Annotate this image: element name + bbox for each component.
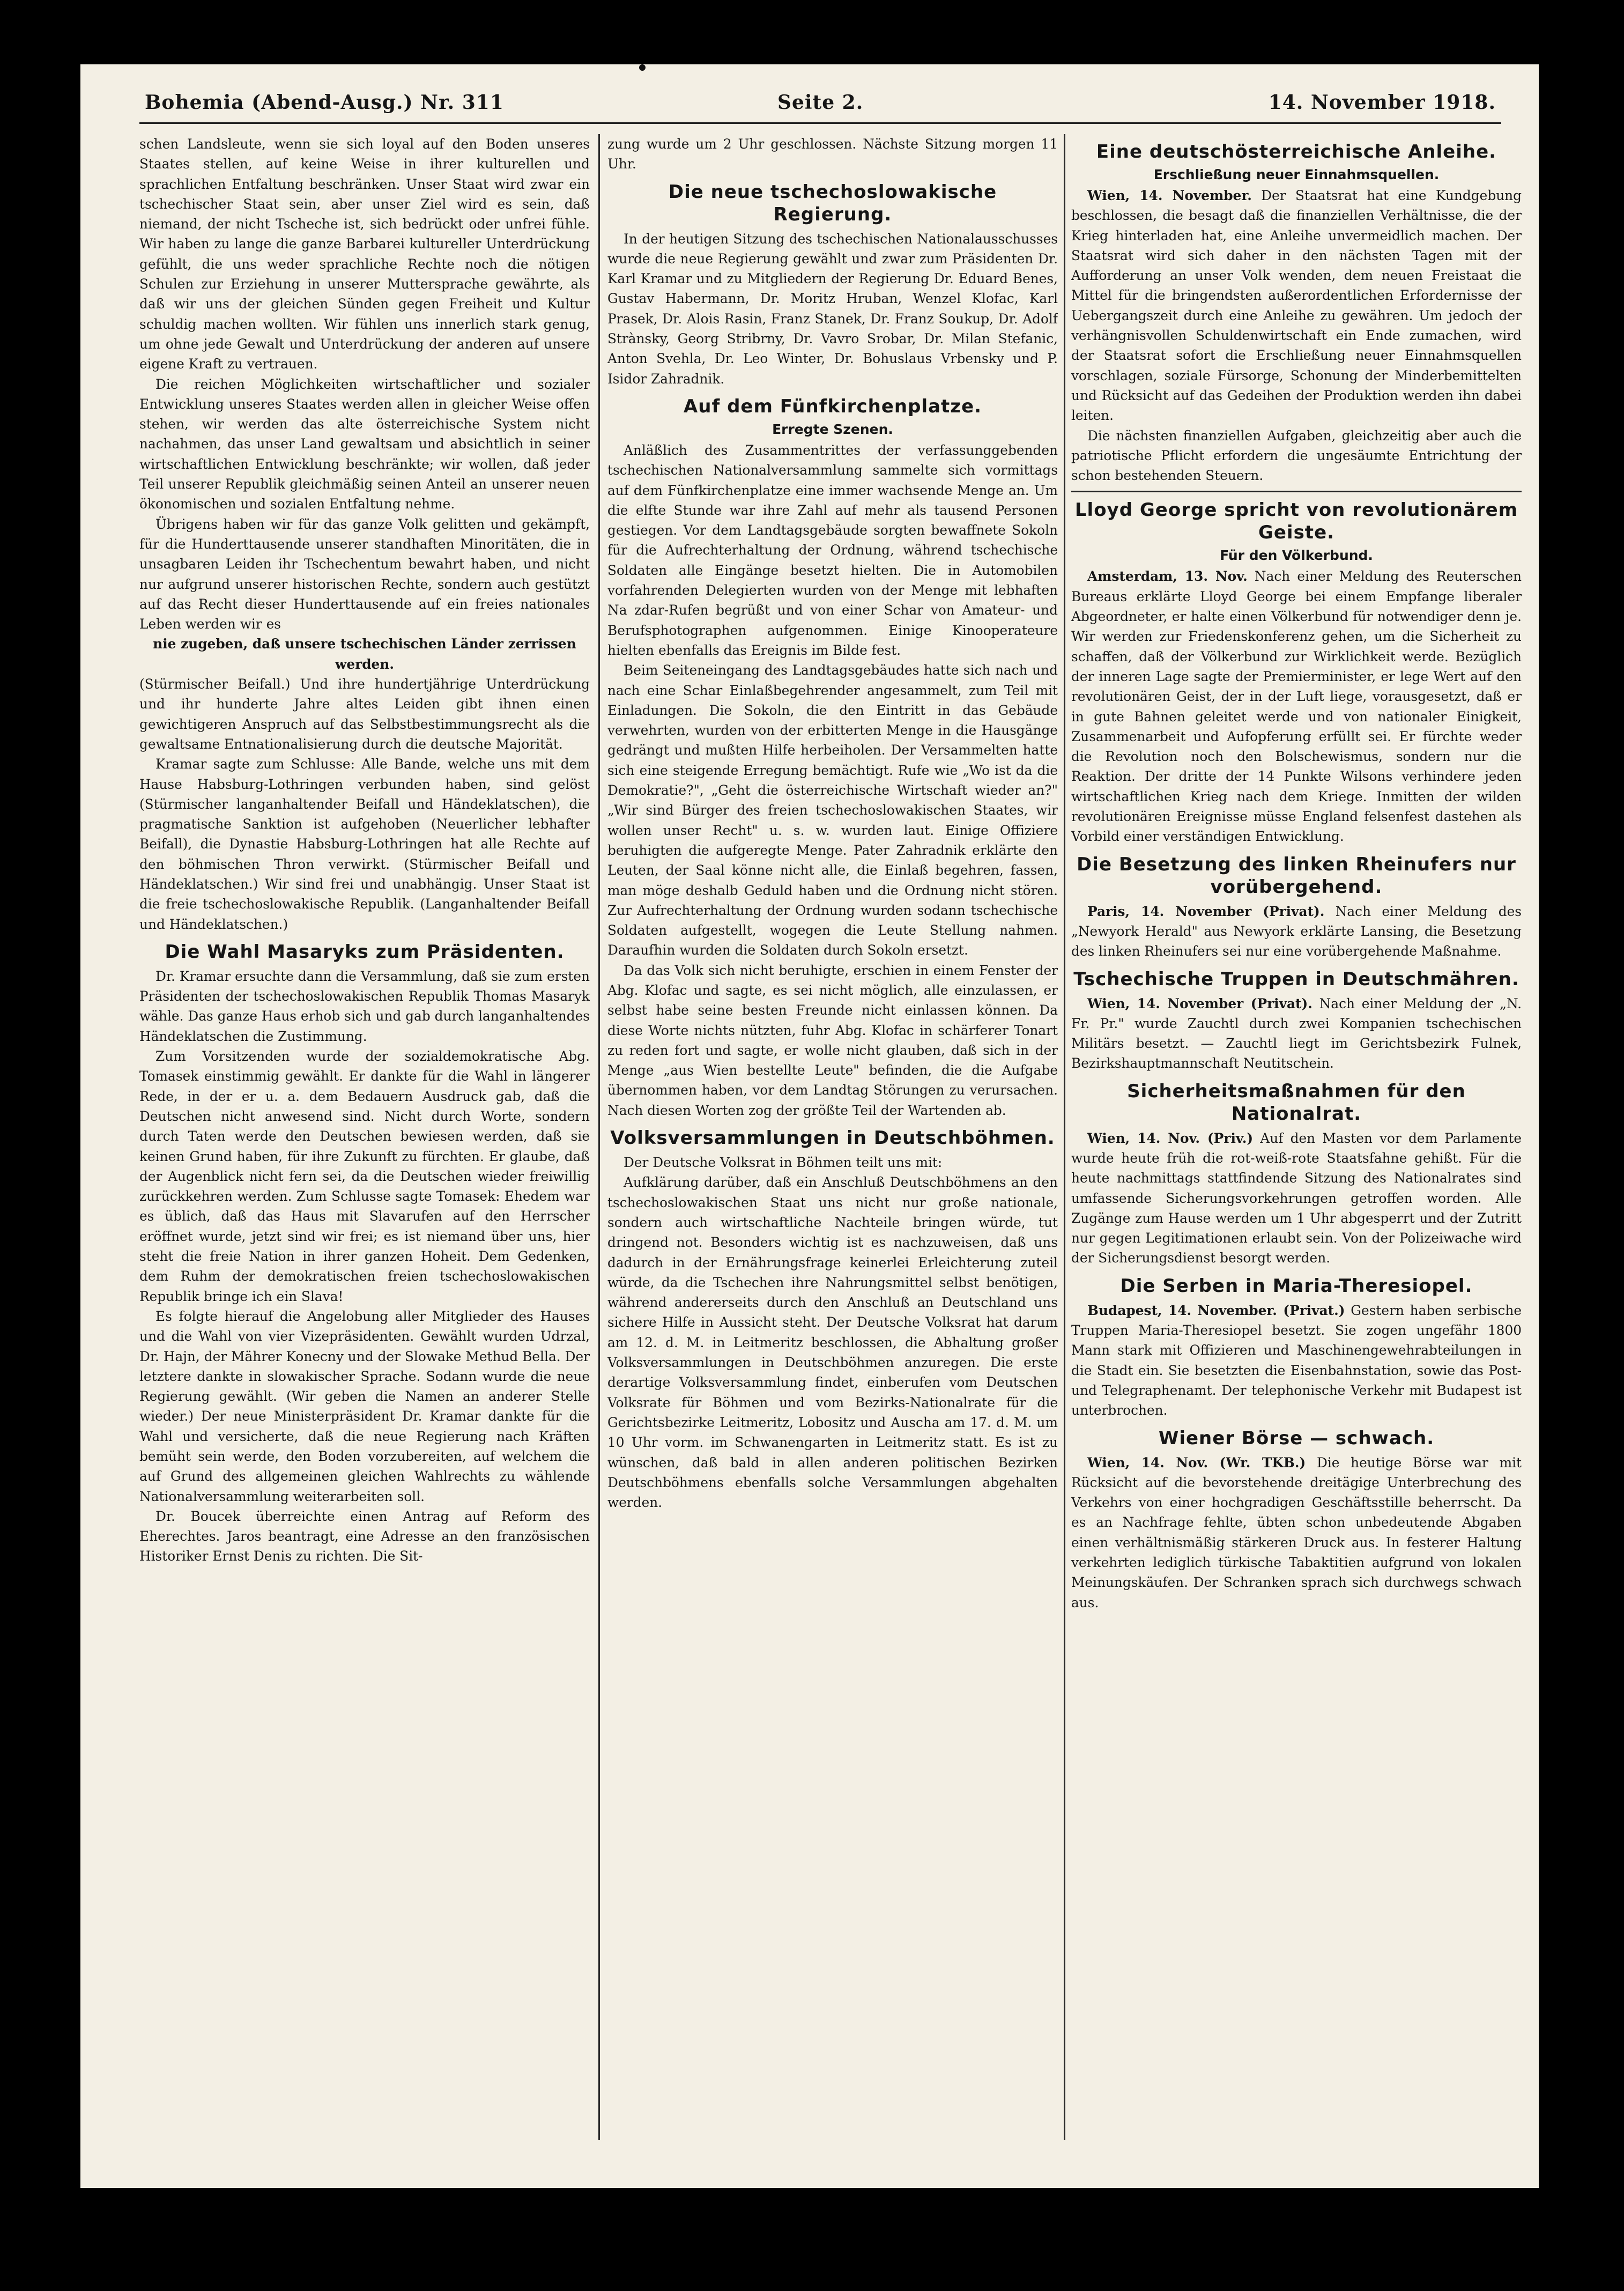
dateline: Wien, 14. November (Privat). bbox=[1087, 995, 1312, 1011]
article-subheadline: Für den Völkerbund. bbox=[1220, 548, 1373, 564]
article-headline: Wiener Börse — schwach. bbox=[1158, 1427, 1435, 1449]
dateline: Paris, 14. November (Privat). bbox=[1087, 903, 1325, 919]
paragraph: Dr. Boucek überreichte einen Antrag auf Reform des Eherechtes. Jaros beantragt, eine Adresse an den französischen Historiker Ernst Denis zu richten. Die Sit- bbox=[139, 1508, 590, 1564]
paragraph bbox=[1071, 566, 1522, 846]
article-headline: Die neue tschechoslowakische Regierung. bbox=[668, 181, 997, 225]
header-rule bbox=[139, 122, 1501, 124]
paragraph: Übrigens haben wir für das ganze Volk gelitten und gekämpft, für die Hunderttausende unserer standhaften Minoritäten, die in unsagbaren Leiden ihr Tschechentum bewahrt haben, und nicht nur aufgrund unserer historischen Rechte, sondern auch gestützt auf das Recht dieser Hunderttausende auf ein freies nationales Leben werden wir es bbox=[139, 516, 590, 632]
dateline: Wien, 14. Nov. (Priv.) bbox=[1087, 1130, 1254, 1146]
article-headline: Die Besetzung des linken Rheinufers nur vorübergehend. bbox=[1077, 853, 1516, 898]
paragraph: Da das Volk sich nicht beruhigte, erschien in einem Fenster der Abg. Klofac und sagte, es sei nicht möglich, alle einzulassen, er selbst habe seine besten Freunde nicht einlassen können. Da diese Worte nichts nützten, fuhr Abg. Klofac in schärferer Tonart zu reden fort und sagte, er wolle nicht glauben, daß sich in der Menge „aus Wien bestellte Leute" befinden, die die Aufgabe übernommen haben, vor dem Landtag Störungen zu verursachen. Nach diesen Worten zog der größte Teil der Wartenden ab. bbox=[607, 962, 1058, 1118]
paragraph-text: Nach einer Meldung des Reuterschen Bureaus erklärte Lloyd George bei einem Empfange liberaler Abgeordneter, er halte einen Völkerbund für notwendiger denn je. Wir werden zur Friedenskonferenz gehen, um die Sicherheit zu schaffen, daß der Völkerbund zur Wirklichkeit werde. Bezüglich der inneren Lage sagte der Premierminister, er lege Wert auf den revolutionären Geist, der in der Luft liege, vorausgesetzt, daß er in gute Bahnen geleitet werde und von nationaler Einigkeit, Zusammenarbeit und Aufopferung erfüllt sei. Er fürchte weder die Revolution noch den Bolschewismus, sondern nur die Reaktion. Der dritte der 14 Punkte Wilsons verhindere jeden wirtschaftlichen Krieg nach dem Kriege. Inmitten der wilden revolutionären Ereignisse müsse England felsenfest dastehen als Vorbild einer verständigen Entwicklung. bbox=[1071, 568, 1522, 845]
dateline: Amsterdam, 13. Nov. bbox=[1087, 568, 1248, 585]
article-headline: Tschechische Truppen in Deutschmähren. bbox=[1073, 968, 1519, 990]
emphasis-line: nie zugeben, daß unsere tschechischen Länder zerrissen werden. bbox=[153, 636, 576, 672]
paragraph bbox=[1071, 901, 1522, 962]
column-2 bbox=[607, 134, 1058, 2156]
paragraph: schen Landsleute, wenn sie sich loyal auf den Boden unseres Staates stellen, auf keine Weise in ihrer kulturellen und sprachlichen Entfaltung beschränken. Unser Staat wird zwar ein tschechischer Staat sein, aber unser Ziel wird es sein, daß niemand, der nicht Tscheche ist, sich bedrückt oder unfrei fühle. Wir haben zu lange die ganze Barbarei kultureller Unterdrückung gefühlt, die uns weder sprachliche Rechte noch die nötigen Schulen zur Erziehung in unserer Muttersprache gewährte, als daß wir uns der gleichen Sünden gegen Freiheit und Kultur schuldig machen wollten. Wir fühlen uns innerlich stark genug, um ohne jede Gewalt und Unterdrückung der anderen auf unsere eigene Kraft zu vertrauen. bbox=[139, 136, 590, 372]
paragraph-text: Nach einer Meldung der „N. Fr. Pr." wurde Zauchtl durch zwei Kompanien tschechischen Militärs besetzt. — Zauchtl liegt im Gerichtsbezirk Fulnek, Bezirkshauptmannschaft Neutitschein. bbox=[1071, 995, 1522, 1071]
paragraph: Aufklärung darüber, daß ein Anschluß Deutschböhmens an den tschechoslowakischen Staat uns nicht nur große nationale, sondern auch wirtschaftliche Nachteile bringen würde, tut dringend not. Besonders wichtig ist es nachzuweisen, daß uns dadurch in der Ernährungsfrage keinerlei Erleichterung zuteil würde, da die Tschechen ihre Nahrungsmittel selbst benötigen, während andererseits durch den Anschluß an Deutschland uns sichere Hilfe in Aussicht steht. Der Deutsche Volksrat hat darum am 12. d. M. in Leitmeritz beschlossen, die Abhaltung großer Volksversammlungen in Deutschböhmen anzuregen. Die erste derartige Volksversammlung findet, einberufen vom Deutschen Volksrate für Böhmen und vom Bezirks-Nationalrate für die Gerichtsbezirke Leitmeritz, Lobositz und Auscha am 17. d. M. um 10 Uhr vorm. im Schwanengarten in Leitmeritz statt. Es ist zu wünschen, daß bald in allen anderen politischen Bezirken Deutschböhmens ebenfalls solche Versammlungen abgehalten werden. bbox=[607, 1174, 1058, 1511]
dateline: Wien, 14. November. bbox=[1087, 188, 1252, 203]
section-rule bbox=[1071, 491, 1522, 492]
paragraph: Beim Seiteneingang des Landtagsgebäudes hatte sich nach und nach eine Schar Einlaßbegehrender angesammelt, zum Teil mit Einladungen. Die Sokoln, die den Eintritt in das Gebäude verwehrten, wurden von der erbitterten Menge in die Hausgänge gedrängt und mußten Hilfe herbeiholen. Der Versammelten hatte sich eine steigende Erregung bemächtigt. Rufe wie „Wo ist da die Demokratie?", „Geht die österreichische Wirtschaft wieder an?" „Wir sind Bürger des freien tschechoslowakischen Staates, wir wollen unser Recht" u. s. w. wurden laut. Einige Offiziere beruhigten die aufgeregte Menge. Pater Zahradnik erklärte den Leuten, der Saal könne nicht alle, die Einlaß begehren, fassen, man möge deshalb Geduld haben und die Ordnung nicht stören. Zur Aufrechterhaltung der Ordnung wurden sodann tschechische Soldaten aufgestellt, wogegen die Leute Stellung nahmen. Daraufhin wurden die Soldaten durch Sokoln ersetzt. bbox=[607, 662, 1058, 958]
paragraph: Es folgte hierauf die Angelobung aller Mitglieder des Hauses und die Wahl von vier Vizepräsidenten. Gewählt wurden Udrzal, Dr. Hajn, der Mährer Konecny und der Slowake Methud Bella. Der letztere dankte in slowakischer Sprache. Sodann wurde die neue Regierung gewählt. (Wir geben die Namen an anderer Stelle wieder.) Der neue Ministerpräsident Dr. Kramar dankte für die Wahl und versicherte, daß die neue Regierung nach Kräften bemüht sein werde, den Boden vorzubereiten, auf welchem die auf Grund des allgemeinen gleichen Wahlrechts zu wählende Nationalversammlung weiterarbeiten soll. bbox=[139, 1308, 590, 1504]
paragraph bbox=[1071, 1128, 1522, 1268]
masthead-issue: Bohemia (Abend-Ausg.) Nr. 311 bbox=[145, 91, 504, 114]
column-divider-1 bbox=[598, 134, 600, 2140]
article-headline: Die Serben in Maria-Theresiopel. bbox=[1120, 1275, 1473, 1297]
page-number: Seite 2. bbox=[777, 91, 864, 114]
dateline: Wien, 14. Nov. (Wr. TKB.) bbox=[1087, 1454, 1306, 1470]
column-1 bbox=[139, 134, 590, 2156]
column-divider-2 bbox=[1064, 134, 1065, 2140]
article-headline: Sicherheitsmaßnahmen für den Nationalrat. bbox=[1127, 1080, 1466, 1125]
paragraph bbox=[1071, 994, 1522, 1074]
paragraph: Anläßlich des Zusammentrittes der verfassunggebenden tschechischen Nationalversammlung sammelte sich vormittags auf dem Fünfkirchenplatze eine immer wachsende Menge an. Um die elfte Stunde war ihre Zahl auf mehr als tausend Personen gestiegen. Vor dem Landtagsgebäude sorgten bewaffnete Sokoln für die Aufrechterhaltung der Ordnung, während tschechische Soldaten alle Eingänge besetzt hielten. Die in Automobilen vorfahrenden Delegierten wurden von der Menge mit lebhaften Na zdar-Rufen begrüßt und von einer Schar von Amateur- und Berufsphotographen aufgenommen. Einige Kinooperateure hielten ebenfalls das Ereignis im Bilde fest. bbox=[607, 442, 1058, 658]
paragraph: (Stürmischer Beifall.) Und ihre hundertjährige Unterdrückung und ihr hunderte Jahre altes Leiden gibt ihnen einen gewichtigeren Anspruch auf das Selbstbestimmungsrecht als die gewaltsame Entnationalisierung durch die deutsche Majorität. bbox=[139, 676, 590, 752]
paragraph: zung wurde um 2 Uhr geschlossen. Nächste Sitzung morgen 11 Uhr. bbox=[607, 136, 1058, 172]
article-headline: Volksversammlungen in Deutschböhmen. bbox=[610, 1127, 1055, 1149]
article-headline: Eine deutschösterreichische Anleihe. bbox=[1096, 141, 1497, 162]
paragraph: Die nächsten finanziellen Aufgaben, gleichzeitig aber auch die patriotische Pflicht erfordern die ungesäumte Entrichtung der schon bestehenden Steuern. bbox=[1071, 427, 1522, 484]
paragraph: Zum Vorsitzenden wurde der sozialdemokratische Abg. Tomasek einstimmig gewählt. Er dankte für die Wahl in längerer Rede, in der er u. a. dem Bedauern Ausdruck gab, daß die Deutschen nicht anwesend sind. Nicht durch Worte, sondern durch Taten werde den Deutschen bewiesen werden, daß sie keinen Grund haben, für ihre Zukunft zu fürchten. Er glaube, daß der Augenblick nicht fern sei, da die Deutschen wieder freiwillig zurückkehren werden. Zum Schlusse sagte Tomasek: Ehedem war es üblich, daß das Haus mit Slavarufen auf den Herrscher eröffnet wurde, jetzt sind wir frei; es ist niemand über uns, hier steht die freie Nation in ihrer ganzen Hoheit. Dem Gedenken, dem Ruhm der demokratischen freien tschechoslowakischen Republik bringe ich ein Slava! bbox=[139, 1048, 590, 1304]
paragraph-text: Der Staatsrat hat eine Kundgebung beschlossen, die besagt daß die finanziellen Verhältnisse, die der Krieg hinterladen hat, eine Anleihe unvermeidlich machen. Der Staatsrat wird sich daher in den nächsten Tagen mit der Aufforderung an unser Volk wenden, dem neuen Freistaat die Mittel für die bringendsten außerordentlichen Erfordernisse der Uebergangszeit durch eine Anleihe zu gewähren. Um jedoch der verhängnisvollen Schuldenwirtschaft ein Ende zumachen, wird der Staatsrat sofort die Erschließung neuer Einnahmsquellen vorschlagen, soziale Fürsorge, Schonung der Minderbemittelten und Rücksicht auf das Gedeihen der Produktion werden ihn dabei leiten. bbox=[1071, 188, 1522, 424]
paragraph-text: Gestern haben serbische Truppen Maria-Theresiopel besetzt. Sie zogen ungefähr 1800 Mann stark mit Offizieren und Maschinengewehrabteilungen in die Stadt ein. Sie besetzten die Eisenbahnstation, sowie das Post- und Telegraphenamt. Der telephonische Verkehr mit Budapest ist unterbrochen. bbox=[1071, 1302, 1522, 1418]
paragraph: Dr. Kramar ersuchte dann die Versammlung, daß sie zum ersten Präsidenten der tschechoslowakischen Republik Thomas Masaryk wähle. Das ganze Haus erhob sich und gab durch langanhaltendes Händeklatschen die Zustimmung. bbox=[139, 968, 590, 1044]
ink-blot bbox=[639, 64, 646, 71]
column-3 bbox=[1071, 134, 1522, 2156]
paragraph bbox=[1071, 1453, 1522, 1613]
newspaper-page bbox=[80, 64, 1539, 2188]
article-headline: Lloyd George spricht von revolutionärem Geiste. bbox=[1074, 499, 1518, 544]
paragraph-text: Die heutige Börse war mit Rücksicht auf die bevorstehende dreitägige Unterbrechung des Verkehrs von einer hochgradigen Geschäftsstille beherrscht. Da es an Nachfrage fehlte, übten schon unbedeutende Abgaben einen verhältnismäßig stärkeren Druck aus. In festerer Haltung verkehrten lediglich türkische Tabaktitien aufgrund von lokalen Meinungskäufen. Der Schranken sprach sich durchwegs schwach aus. bbox=[1071, 1454, 1522, 1610]
paragraph-text: Auf den Masten vor dem Parlamente wurde heute früh die rot-weiß-rote Staatsfahne gehißt. Für die heute nachmittags stattfindende Sitzung des Nationalrates sind umfassende Sicherungsvorkehrungen getroffen worden. Alle Zugänge zum Hause werden um 1 Uhr abgesperrt und der Zutritt nur gegen Legitimationen erlaubt sein. Von der Polizeiwache wird der Sicherungsdienst besorgt werden. bbox=[1071, 1130, 1522, 1266]
paragraph: Die reichen Möglichkeiten wirtschaftlicher und sozialer Entwicklung unseres Staates werden allen in gleicher Weise offen stehen, wir werden das alte österreichische System nicht nachahmen, das unser Land gewaltsam und absichtlich in seiner wirtschaftlichen Entwicklung beschränkte; wir wollen, daß jeder Teil unserer Republik gleichmäßig seinen Anteil an unserer neuen ökonomischen und sozialen Entfaltung nehme. bbox=[139, 376, 590, 512]
article-subheadline: Erregte Szenen. bbox=[772, 421, 893, 437]
paragraph: Der Deutsche Volksrat in Böhmen teilt uns mit: bbox=[624, 1155, 943, 1171]
article-headline: Auf dem Fünfkirchenplatze. bbox=[683, 395, 982, 417]
paragraph: Kramar sagte zum Schlusse: Alle Bande, welche uns mit dem Hause Habsburg-Lothringen verbunden haben, sind gelöst (Stürmischer langanhaltender Beifall und Händeklatschen), die pragmatische Sanktion ist aufgehoben (Neuerlicher lebhafter Beifall), die Dynastie Habsburg-Lothringen hat alle Rechte auf den böhmischen Thron verwirkt. (Stürmischer Beifall und Händeklatschen.) Wir sind frei und unabhängig. Unser Staat ist die freie tschechoslowakische Republik. (Langanhaltender Beifall und Händeklatschen.) bbox=[139, 756, 590, 932]
paragraph bbox=[1071, 186, 1522, 426]
article-subheadline: Erschließung neuer Einnahmsquellen. bbox=[1153, 167, 1440, 182]
page-header bbox=[145, 86, 1496, 123]
paragraph bbox=[1071, 1300, 1522, 1421]
article-headline: Die Wahl Masaryks zum Präsidenten. bbox=[165, 941, 565, 963]
paragraph: In der heutigen Sitzung des tschechischen Nationalausschusses wurde die neue Regierung gewählt und zwar zum Präsidenten Dr. Karl Kramar und zu Mitgliedern der Regierung Dr. Eduard Benes, Gustav Habermann, Dr. Moritz Hruban, Wenzel Klofac, Karl Prasek, Dr. Alois Rasin, Franz Stanek, Dr. Franz Soukup, Dr. Adolf Strànsky, Georg Stribrny, Dr. Vavro Srobar, Dr. Milan Stefanic, Anton Svehla, Dr. Leo Winter, Dr. Bohuslaus Vrbensky und P. Isidor Zahradnik. bbox=[607, 231, 1058, 387]
issue-date: 14. November 1918. bbox=[1268, 91, 1496, 114]
paragraph-text: Nach einer Meldung des „Newyork Herald" aus Newyork erklärte Lansing, die Besetzung des linken Rheinufers sei nur eine vorübergehende Maßnahme. bbox=[1071, 903, 1522, 959]
dateline: Budapest, 14. November. (Privat.) bbox=[1087, 1302, 1345, 1318]
